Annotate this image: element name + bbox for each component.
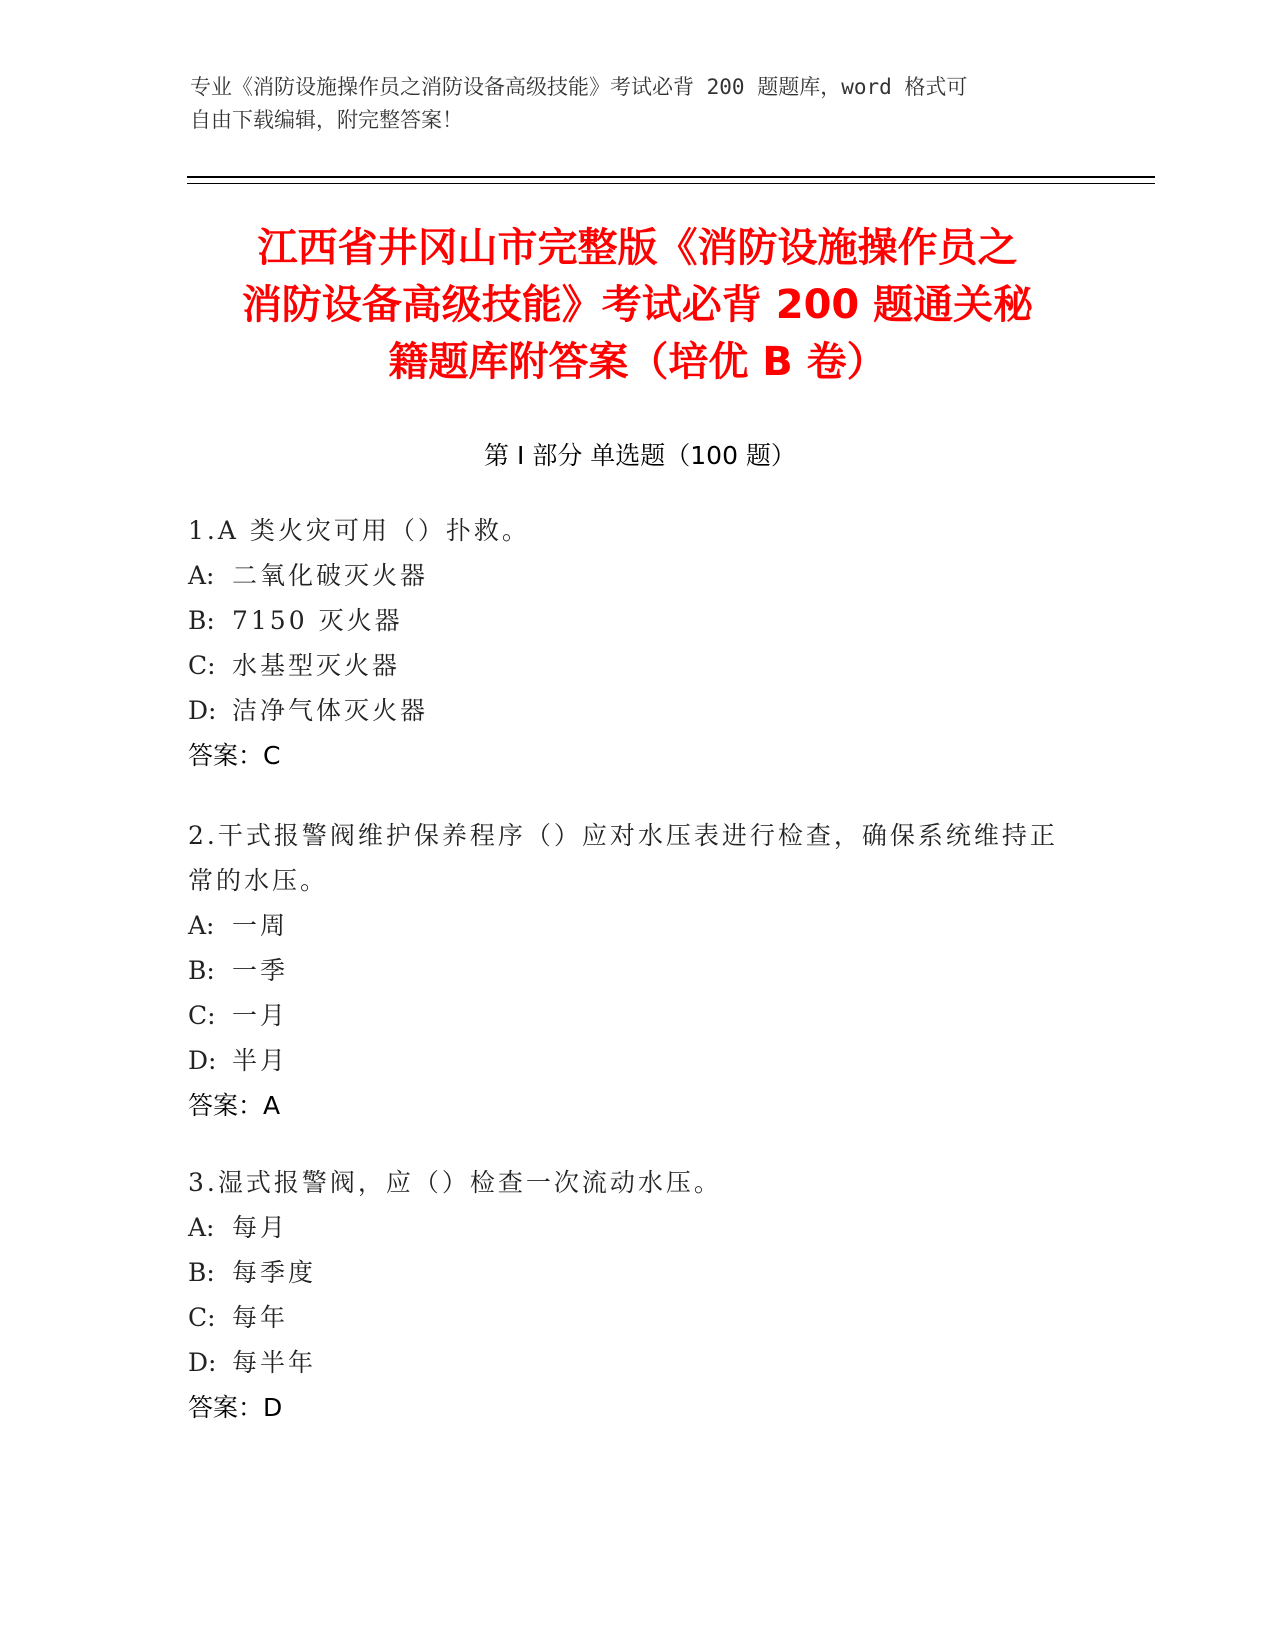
option-letter: B: bbox=[188, 1258, 215, 1287]
question-option bbox=[188, 948, 1068, 993]
header-divider-thin bbox=[187, 183, 1155, 184]
option-text: 7150 灭火器 bbox=[232, 606, 403, 635]
question-option bbox=[188, 643, 1068, 688]
title-line: 消防设备高级技能》考试必背 200 题通关秘 bbox=[241, 282, 1034, 328]
header-note bbox=[190, 71, 1090, 137]
question-item bbox=[188, 508, 1068, 778]
question-answer: 答案：D bbox=[188, 1393, 283, 1422]
option-letter: D: bbox=[188, 1348, 217, 1377]
option-text: 每半年 bbox=[232, 1348, 317, 1377]
option-text: 一季 bbox=[232, 956, 289, 985]
question-item bbox=[188, 813, 1068, 1128]
option-letter: C: bbox=[188, 1001, 216, 1030]
option-letter: A: bbox=[188, 911, 215, 940]
question-answer: 答案：A bbox=[188, 1091, 281, 1120]
option-letter: A: bbox=[188, 561, 215, 590]
header-note-line: 自由下载编辑，附完整答案！ bbox=[190, 108, 463, 132]
option-text: 二氧化破灭火器 bbox=[232, 561, 429, 590]
option-letter: A: bbox=[188, 1213, 215, 1242]
question-item bbox=[188, 1160, 1068, 1430]
option-text: 每月 bbox=[232, 1213, 289, 1242]
question-option bbox=[188, 598, 1068, 643]
option-text: 一月 bbox=[232, 1001, 289, 1030]
option-text: 每年 bbox=[232, 1303, 289, 1332]
option-text: 洁净气体灭火器 bbox=[232, 696, 429, 725]
question-option bbox=[188, 993, 1068, 1038]
document-title bbox=[170, 220, 1105, 391]
question-stem: 2.干式报警阀维护保养程序（）应对水压表进行检查，确保系统维持正常的水压。 bbox=[188, 821, 1058, 895]
question-option bbox=[188, 1340, 1068, 1385]
option-letter: D: bbox=[188, 696, 217, 725]
option-letter: C: bbox=[188, 651, 216, 680]
question-stem: 1.A 类火灾可用（）扑救。 bbox=[188, 516, 530, 545]
question-option bbox=[188, 688, 1068, 733]
option-text: 一周 bbox=[232, 911, 289, 940]
question-option bbox=[188, 1295, 1068, 1340]
section-title: 第 I 部分 单选题（100 题） bbox=[484, 441, 796, 470]
title-line: 江西省井冈山市完整版《消防设施操作员之 bbox=[257, 225, 1018, 271]
question-option bbox=[188, 1250, 1068, 1295]
option-text: 水基型灭火器 bbox=[232, 651, 401, 680]
question-option bbox=[188, 1038, 1068, 1083]
header-note-line: 专业《消防设施操作员之消防设备高级技能》考试必背 200 题题库，word 格式可 bbox=[190, 75, 968, 99]
option-letter: B: bbox=[188, 606, 215, 635]
option-letter: C: bbox=[188, 1303, 216, 1332]
option-letter: B: bbox=[188, 956, 215, 985]
question-answer: 答案：C bbox=[188, 741, 281, 770]
question-option bbox=[188, 903, 1068, 948]
title-line: 籍题库附答案（培优 B 卷） bbox=[388, 339, 887, 385]
option-letter: D: bbox=[188, 1046, 217, 1075]
question-stem: 3.湿式报警阀，应（）检查一次流动水压。 bbox=[188, 1168, 722, 1197]
header-divider-thick bbox=[187, 176, 1155, 178]
option-text: 半月 bbox=[232, 1046, 289, 1075]
question-option bbox=[188, 553, 1068, 598]
question-option bbox=[188, 1205, 1068, 1250]
option-text: 每季度 bbox=[232, 1258, 317, 1287]
